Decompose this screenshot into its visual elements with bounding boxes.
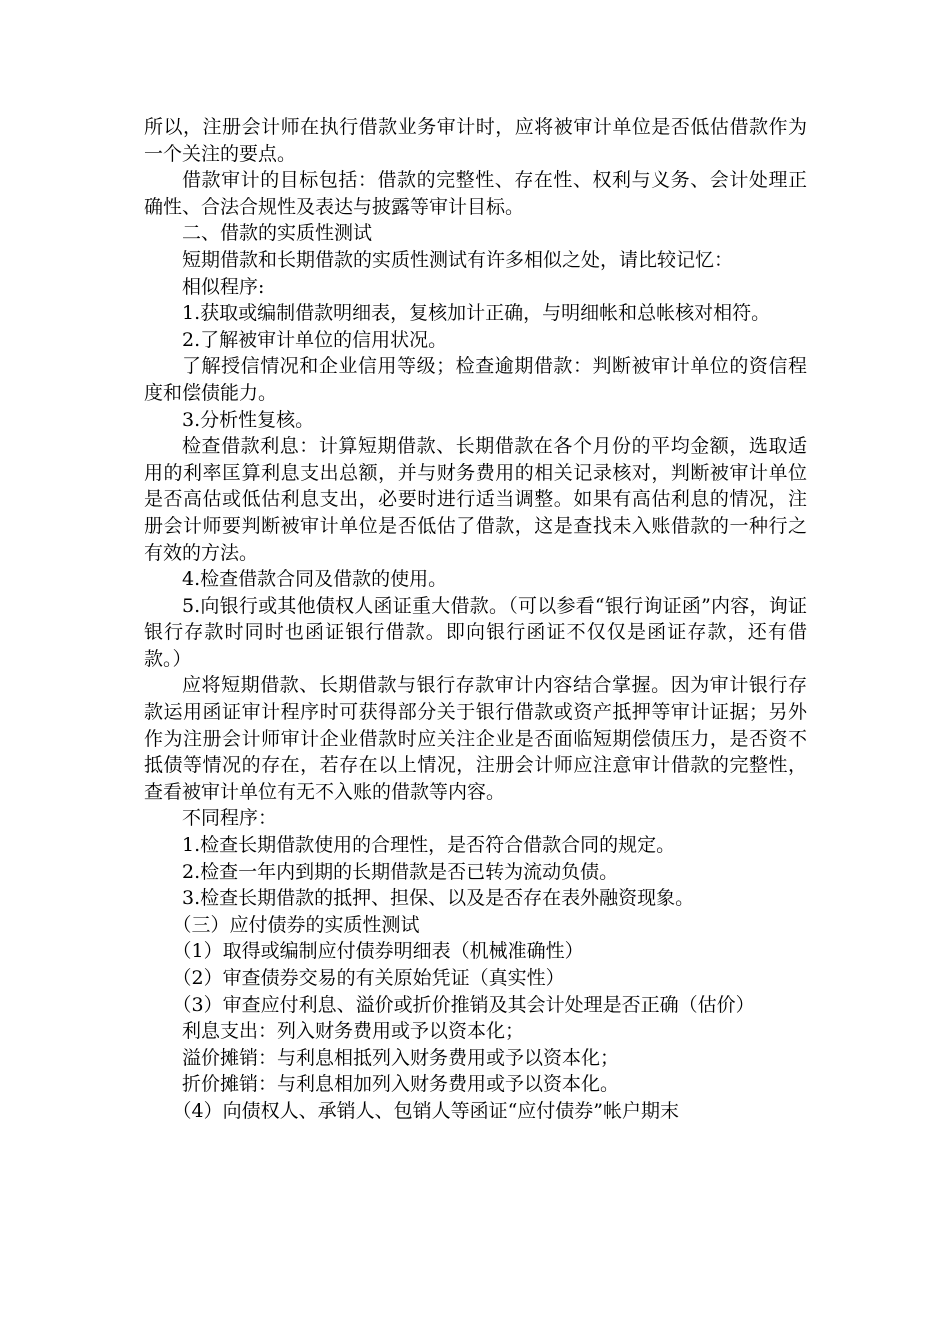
document-page (144, 114, 807, 1125)
paragraph-1: 所以，注册会计师在执行借款业务审计时，应将被审计单位是否低估借款作为一个关注的要点。 (144, 116, 807, 165)
paragraph-20: （2）审查债券交易的有关原始凭证（真实性） (172, 967, 565, 989)
paragraph-16: 2.检查一年内到期的长期借款是否已转为流动负债。 (182, 860, 619, 883)
paragraph-9: 3.分析性复核。 (182, 408, 315, 431)
paragraph-24: 折价摊销：与利息相加列入财务费用或予以资本化。 (182, 1073, 620, 1096)
paragraph-7: 2.了解被审计单位的信用状况。 (182, 328, 448, 351)
paragraph-8: 了解授信情况和企业信用等级；检查逾期借款：判断被审计单位的资信程度和偿债能力。 (144, 355, 807, 404)
paragraph-10: 检查借款利息：计算短期借款、长期借款在各个月份的平均金额，选取适用的利率匡算利息支出总额，并与财务费用的相关记录核对，判断被审计单位是否高估或低估利息支出，必要时进行适当调整。如果有高估利息的情况，注册会计师要判断被审计单位是否低估了借款，这是查找未入账借款的一种行之有效的方法。 (144, 435, 807, 564)
paragraph-similar-procedures: 相似程序: (182, 275, 265, 298)
paragraph-19: （1）取得或编制应付债券明细表（机械准确性） (172, 940, 584, 963)
paragraph-11: 4.检查借款合同及借款的使用。 (182, 568, 448, 591)
paragraph-15: 1.检查长期借款使用的合理性，是否符合借款合同的规定。 (182, 834, 676, 857)
section-heading-3: （三）应付债券的实质性测试 (172, 913, 420, 936)
paragraph-13: 应将短期借款、长期借款与银行存款审计内容结合掌握。因为审计银行存款运用函证审计程序时可获得部分关于银行借款或资产抵押等审计证据；另外作为注册会计师审计企业借款时应关注企业是否面临短期偿债压力，是否资不抵债等情况的存在，若存在以上情况，注册会计师应注意审计借款的完整性，查看被审计单位有无不入账的借款等内容。 (144, 674, 807, 803)
paragraph-12: 5.向银行或其他债权人函证重大借款。（可以参看“银行询证函”内容，询证银行存款时同时也函证银行借款。即向银行函证不仅仅是函证存款，还有借款。） (144, 594, 807, 670)
section-heading-2: 二、借款的实质性测试 (182, 222, 373, 245)
paragraph-23: 溢价摊销：与利息相抵列入财务费用或予以资本化； (182, 1046, 620, 1069)
paragraph-different-procedures: 不同程序： (182, 807, 278, 830)
paragraph-17: 3.检查长期借款的抵押、担保、以及是否存在表外融资现象。 (182, 887, 695, 910)
paragraph-4: 短期借款和长期借款的实质性测试有许多相似之处，请比较记忆： (182, 248, 734, 271)
paragraph-22: 利息支出：列入财务费用或予以资本化； (182, 1020, 525, 1043)
paragraph-6: 1.获取或编制借款明细表，复核加计正确，与明细帐和总帐核对相符。 (182, 302, 771, 325)
paragraph-25: （4）向债权人、承销人、包销人等函证“应付债券”帐户期末 (172, 1099, 680, 1122)
paragraph-2: 借款审计的目标包括：借款的完整性、存在性、权利与义务、会计处理正确性、合法合规性及表达与披露等审计目标。 (144, 169, 807, 218)
paragraph-21: （3）审查应付利息、溢价或折价推销及其会计处理是否正确（估价） (172, 993, 755, 1016)
